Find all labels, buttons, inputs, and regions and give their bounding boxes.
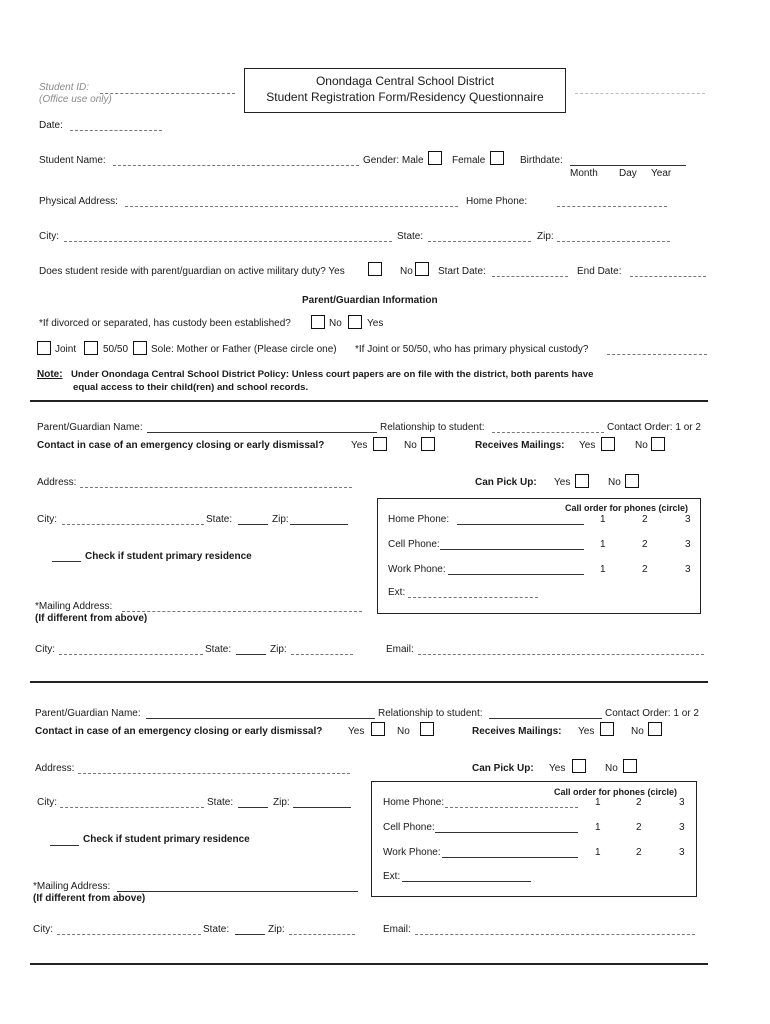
g2-mailing-zip-field[interactable] [289,934,355,935]
day-label: Day [619,168,637,179]
g2-zip-field[interactable] [293,807,351,808]
g2-emergency-yes-label: Yes [348,726,365,737]
g1-contact-order[interactable]: Contact Order: 1 or 2 [607,422,701,433]
year-label: Year [651,168,672,179]
g1-work-order-2[interactable]: 2 [642,564,648,575]
month-label: Month [570,168,598,179]
district-title: Onondaga Central School District [315,74,495,88]
g2-emergency-yes-checkbox[interactable] [371,722,385,736]
g1-if-different-label: (If different from above) [35,613,148,624]
g2-mailings-label: Receives Mailings: [472,726,562,737]
g2-cell-order-1[interactable]: 1 [595,822,601,833]
gender-label: Gender: Male [363,155,424,166]
g1-mailing-state-label: State: [205,644,232,655]
g1-address-field[interactable] [80,487,352,488]
g1-home-order-1[interactable]: 1 [600,514,606,525]
joint-label: Joint [55,344,77,355]
g2-name-label: Parent/Guardian Name: [35,708,141,719]
g2-work-phone-field[interactable] [442,857,578,858]
g2-cell-phone-field[interactable] [435,832,578,833]
gender-female-checkbox[interactable] [490,151,504,165]
g2-mailing-city-field[interactable] [57,934,201,935]
form-title: Student Registration Form/Residency Questionnaire [266,90,544,104]
section-divider [30,400,708,402]
g1-work-phone-label: Work Phone: [388,564,446,575]
g2-zip-label: Zip: [273,797,290,808]
g1-home-phone-field[interactable] [457,524,584,525]
student-name-field[interactable] [113,165,359,166]
g2-mailing-field[interactable] [117,891,358,892]
g2-address-field[interactable] [78,773,350,774]
g1-mailings-no-checkbox[interactable] [651,437,665,451]
g1-primary-residence-label: Check if student primary residence [85,551,252,562]
policy-note-line2: equal access to their child(ren) and school records. [73,382,309,393]
g2-mailing-zip-label: Zip: [268,924,285,935]
sole-label: Sole: Mother or Father (Please circle one) [151,344,337,355]
g1-zip-field[interactable] [290,524,348,525]
home-phone-field[interactable] [557,206,667,207]
header-right-field [575,93,705,94]
g2-email-label: Email: [383,924,411,935]
g1-mailing-state-field[interactable] [236,654,266,655]
title-box [244,68,566,113]
g1-emergency-no-checkbox[interactable] [421,437,435,451]
g1-emergency-question: Contact in case of an emergency closing or early dismissal? [37,440,325,451]
city-label: City: [39,231,59,242]
g2-cell-order-2[interactable]: 2 [636,822,642,833]
sole-checkbox[interactable] [133,341,147,355]
g1-mailing-city-label: City: [35,644,55,655]
g2-mailing-state-field[interactable] [235,934,265,935]
g2-ext-label: Ext: [383,871,401,882]
g1-home-order-2[interactable]: 2 [642,514,648,525]
female-label: Female [452,155,486,166]
g2-home-order-1[interactable]: 1 [595,797,601,808]
g2-relationship-field[interactable] [489,718,602,719]
home-phone-label: Home Phone: [466,196,528,207]
g2-mailings-yes-label: Yes [578,726,595,737]
office-use-label: (Office use only) [39,94,112,105]
g2-email-field[interactable] [415,934,695,935]
g1-pickup-no-label: No [608,477,621,488]
g2-state-field[interactable] [238,807,268,808]
g2-relationship-label: Relationship to student: [378,708,483,719]
birthdate-field[interactable] [570,165,686,166]
custody-no-checkbox[interactable] [311,315,325,329]
g2-name-field[interactable] [146,718,375,719]
g1-city-field[interactable] [62,524,204,525]
g2-pickup-no-label: No [605,763,618,774]
g1-mailing-label: *Mailing Address: [35,601,113,612]
g2-city-label: City: [37,797,57,808]
date-label: Date: [39,120,63,131]
g1-address-label: Address: [37,477,77,488]
g1-work-order-3[interactable]: 3 [685,564,691,575]
g1-cell-order-3[interactable]: 3 [685,539,691,550]
custody-yes-checkbox[interactable] [348,315,362,329]
g2-pickup-yes-checkbox[interactable] [572,759,586,773]
g1-email-label: Email: [386,644,414,655]
g1-cell-phone-label: Cell Phone: [388,539,440,550]
physical-custody-question: *If Joint or 50/50, who has primary physical custody? [355,344,589,355]
g1-pickup-label: Can Pick Up: [475,477,537,488]
g1-mailings-no-label: No [635,440,648,451]
g2-home-order-3[interactable]: 3 [679,797,685,808]
g1-pickup-yes-checkbox[interactable] [575,474,589,488]
g1-name-field[interactable] [147,432,377,433]
gender-male-checkbox[interactable] [428,151,442,165]
g2-mailings-yes-checkbox[interactable] [600,722,614,736]
g1-zip-label: Zip: [272,514,289,525]
state-label: State: [397,231,424,242]
g1-ext-field[interactable] [408,597,538,598]
g2-mailing-label: *Mailing Address: [33,881,111,892]
g2-mailings-no-checkbox[interactable] [648,722,662,736]
g1-call-order-label: Call order for phones (circle) [565,503,689,513]
g2-home-order-2[interactable]: 2 [636,797,642,808]
g2-ext-field[interactable] [402,881,531,882]
zip-label: Zip: [537,231,554,242]
g2-if-different-label: (If different from above) [33,893,146,904]
g2-work-order-3[interactable]: 3 [679,847,685,858]
g1-email-field[interactable] [418,654,704,655]
g2-home-phone-field[interactable] [445,807,578,808]
g2-cell-order-3[interactable]: 3 [679,822,685,833]
g1-mailings-label: Receives Mailings: [475,440,565,451]
state-field[interactable] [428,241,531,242]
date-field[interactable] [70,130,162,131]
g1-mailing-zip-label: Zip: [270,644,287,655]
g1-city-label: City: [37,514,57,525]
g2-emergency-question: Contact in case of an emergency closing or early dismissal? [35,726,323,737]
g2-state-label: State: [207,797,234,808]
guardian-divider [30,681,708,683]
g1-home-phone-label: Home Phone: [388,514,450,525]
g2-mailing-state-label: State: [203,924,230,935]
military-no-checkbox[interactable] [415,262,429,276]
g2-call-order-label: Call order for phones (circle) [554,787,678,797]
bottom-divider [30,963,708,965]
g2-pickup-yes-label: Yes [549,763,566,774]
g1-state-field[interactable] [238,524,268,525]
military-question: Does student reside with parent/guardian on active military duty? Yes [39,266,345,277]
g2-primary-residence-label: Check if student primary residence [83,834,250,845]
fifty-fifty-checkbox[interactable] [84,341,98,355]
g2-address-label: Address: [35,763,75,774]
g2-primary-residence-check[interactable] [50,845,79,846]
g1-primary-residence-check[interactable] [52,561,81,562]
g2-mailings-no-label: No [631,726,644,737]
pg-info-heading: Parent/Guardian Information [302,295,438,306]
physical-custody-field[interactable] [607,354,707,355]
g1-mailing-zip-field[interactable] [291,654,353,655]
physical-address-field[interactable] [125,206,458,207]
g2-contact-order[interactable]: Contact Order: 1 or 2 [605,708,699,719]
g1-cell-phone-field[interactable] [440,549,584,550]
physical-address-label: Physical Address: [39,196,118,207]
g1-mailings-yes-label: Yes [579,440,596,451]
g1-emergency-no-label: No [404,440,417,451]
g1-mailing-field[interactable] [122,611,362,612]
g2-emergency-no-checkbox[interactable] [420,722,434,736]
end-date-field[interactable] [630,276,706,277]
birthdate-label: Birthdate: [520,155,563,166]
g1-mailing-city-field[interactable] [59,654,203,655]
g1-pickup-no-checkbox[interactable] [625,474,639,488]
g1-emergency-yes-label: Yes [351,440,368,451]
g1-cell-order-2[interactable]: 2 [642,539,648,550]
g1-work-order-1[interactable]: 1 [600,564,606,575]
military-yes-checkbox[interactable] [368,262,382,276]
policy-note-line1: Under Onondaga Central School District Policy: Unless court papers are on file with the district, both parents have [71,369,594,380]
g2-mailing-city-label: City: [33,924,53,935]
g1-relationship-label: Relationship to student: [380,422,485,433]
student-name-label: Student Name: [39,155,106,166]
custody-yes-label: Yes [367,318,384,329]
student-id-label: Student ID: [39,82,90,93]
g1-pickup-yes-label: Yes [554,477,571,488]
g1-ext-label: Ext: [388,587,406,598]
g2-pickup-label: Can Pick Up: [472,763,534,774]
g1-mailings-yes-checkbox[interactable] [601,437,615,451]
end-date-label: End Date: [577,266,622,277]
g2-emergency-no-label: No [397,726,410,737]
zip-field[interactable] [557,241,670,242]
g2-pickup-no-checkbox[interactable] [623,759,637,773]
g1-name-label: Parent/Guardian Name: [37,422,143,433]
city-field[interactable] [64,241,392,242]
g1-relationship-field[interactable] [492,432,604,433]
military-no-label: No [400,266,413,277]
g2-cell-phone-label: Cell Phone: [383,822,435,833]
start-date-field[interactable] [492,276,568,277]
g1-emergency-yes-checkbox[interactable] [373,437,387,451]
g2-home-phone-label: Home Phone: [383,797,445,808]
g2-city-field[interactable] [60,807,204,808]
student-id-field[interactable] [100,93,235,94]
g2-work-order-2[interactable]: 2 [636,847,642,858]
fifty-fifty-label: 50/50 [103,344,129,355]
g1-work-phone-field[interactable] [448,574,584,575]
g1-home-order-3[interactable]: 3 [685,514,691,525]
custody-question: *If divorced or separated, has custody been established? [39,318,291,329]
g2-work-order-1[interactable]: 1 [595,847,601,858]
g1-cell-order-1[interactable]: 1 [600,539,606,550]
g1-state-label: State: [206,514,233,525]
g2-work-phone-label: Work Phone: [383,847,441,858]
note-label: Note: [37,369,63,380]
custody-no-label: No [329,318,342,329]
joint-checkbox[interactable] [37,341,51,355]
start-date-label: Start Date: [438,266,486,277]
